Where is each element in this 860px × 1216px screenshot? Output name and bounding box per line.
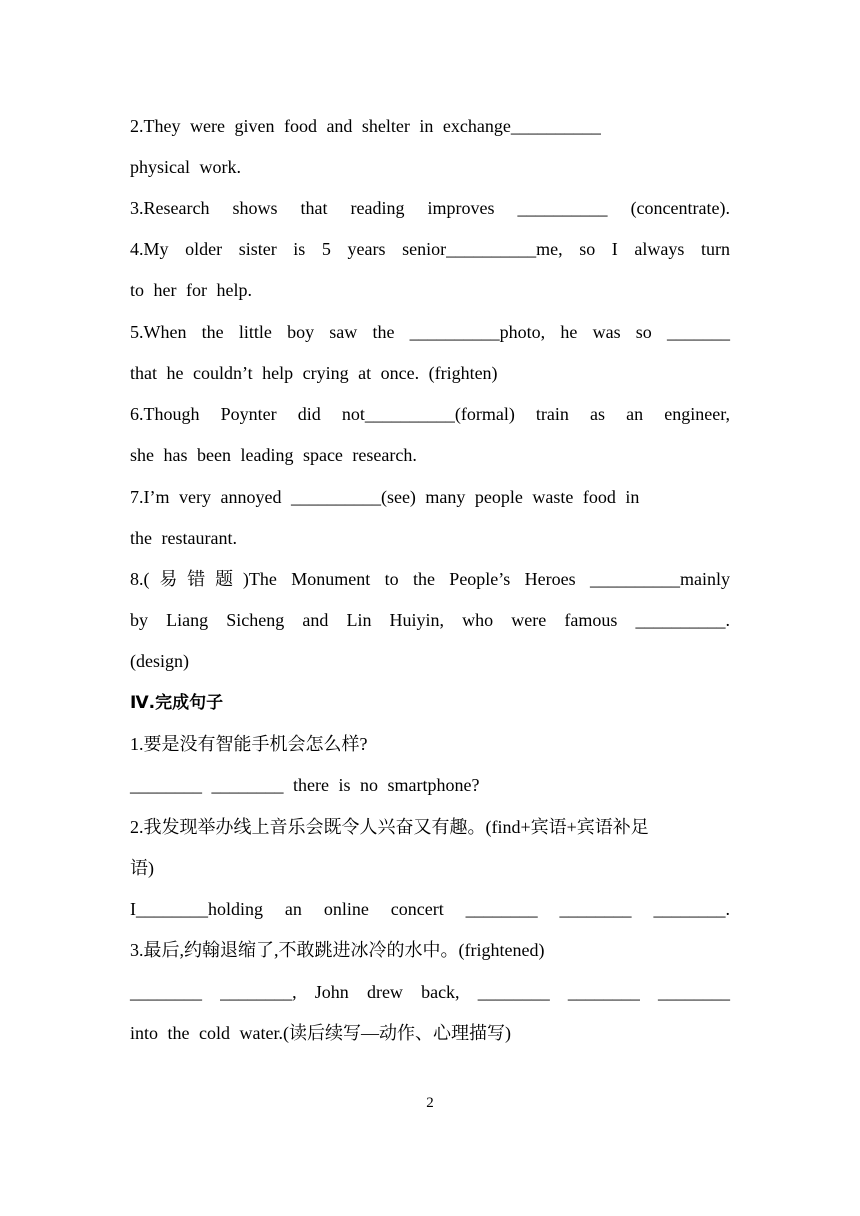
sentence-3-prompt: 3.最后,约翰退缩了,不敢跳进冰冷的水中。(frightened) [130,940,545,960]
exercise-6-line-2: she has been leading space research. [130,445,417,465]
sentence-1-answer: ________ ________ there is no smartphone? [130,775,480,795]
exercise-8-line-3: (design) [130,651,189,671]
sentence-2-prompt: 2.我发现举办线上音乐会既令人兴奋又有趣。(find+宾语+宾语补足 [130,817,649,837]
sentence-1-prompt: 1.要是没有智能手机会怎么样? [130,734,368,754]
exercise-2-line-1: 2.They were given food and shelter in exchange__________ [130,116,601,136]
exercise-5-line-1: 5.When the little boy saw the __________photo, he was so _______ [130,322,730,342]
exercise-8-line-2: by Liang Sicheng and Lin Huiyin, who were famous __________. [130,610,730,630]
exercise-8-line-1: 8.(易错题)The Monument to the People’s Heroes __________mainly [130,569,730,589]
exercise-2-line-2: physical work. [130,157,241,177]
exercise-6-line-1: 6.Though Poynter did not__________(formal) train as an engineer, [130,404,730,424]
sentence-3-answer-continued: into the cold water.(读后续写—动作、心理描写) [130,1023,511,1043]
exercise-7-line-1: 7.I’m very annoyed __________(see) many people waste food in [130,487,640,507]
sentence-2-prompt-continued: 语) [130,858,154,878]
page-number: 2 [426,1095,434,1111]
sentence-3-answer: ________ ________, John drew back, ________ ________ ________ [130,982,730,1002]
sentence-2-answer: I________holding an online concert ________ ________ ________. [130,899,730,919]
exercise-3-line-1: 3.Research shows that reading improves __________ (concentrate). [130,198,730,218]
exercise-4-line-1: 4.My older sister is 5 years senior__________me, so I always turn [130,239,730,259]
exercise-5-line-2: that he couldn’t help crying at once. (frighten) [130,363,498,383]
exercise-4-line-2: to her for help. [130,280,252,300]
section-heading: Ⅳ.完成句子 [130,693,224,713]
exercise-7-line-2: the restaurant. [130,528,237,548]
